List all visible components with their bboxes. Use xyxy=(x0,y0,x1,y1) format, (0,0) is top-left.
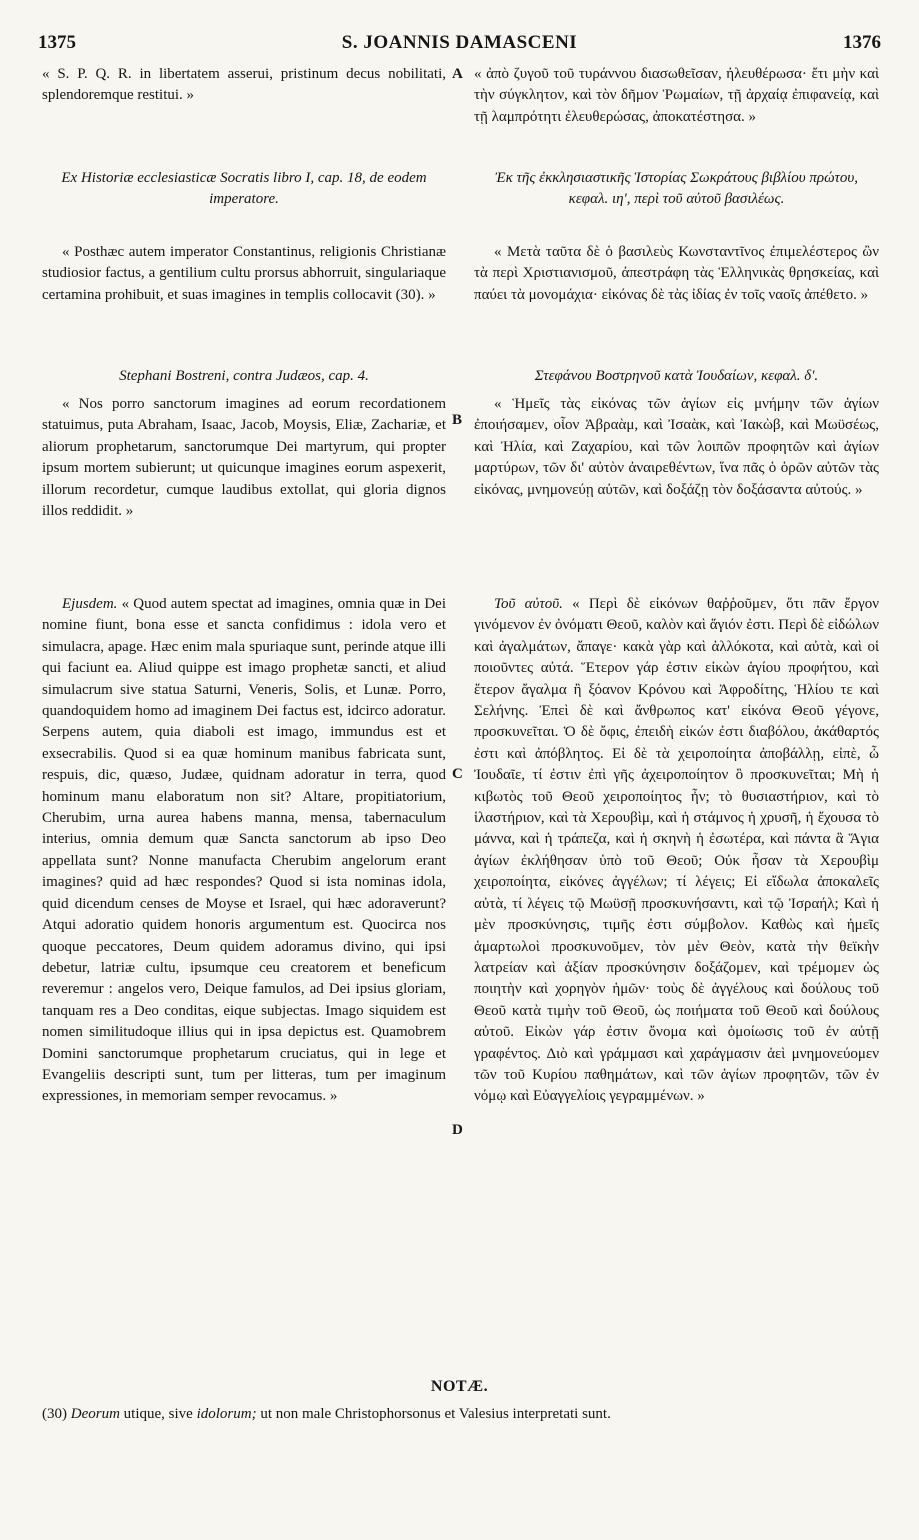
running-title: S. JOANNIS DAMASCENI xyxy=(341,32,578,53)
footnote-text-1: utique, sive xyxy=(123,1406,193,1422)
latin-ejusdem-lead: Ejusdem. xyxy=(62,596,118,612)
greek-paragraph-4 xyxy=(474,594,879,1108)
margin-letter-c: C xyxy=(452,766,463,782)
greek-tou-autou-lead: Τοῦ αὐτοῦ. xyxy=(494,596,563,612)
latin-paragraph-2: « Posthæc autem imperator Constantinus, religionis Christianæ studiosior factus, a gentilium cultu prorsus abhorruit, singulariaque certamina prohibuit, et suas imagines in templis collocavit (30). » xyxy=(42,244,446,303)
latin-paragraph-3: « Nos porro sanctorum imagines ad eorum recordationem statuimus, puta Abraham, Isaac, Jacob, Moysis, Eliæ, Zachariæ, et aliorum prophetarum, sanctorumque Dei martyrum, qui propter ipsum mortem subierunt; ut quicunque imagines eorum aspexerit, illorum recordetur, cumque laudibus extollat, qui gloria dignos illos reddidit. » xyxy=(42,396,446,520)
latin-paragraph-1: « S. P. Q. R. in libertatem asserui, pristinum decus nobilitati, splendoremque restitui. » xyxy=(42,66,446,104)
footnote-italic-1: Deorum xyxy=(70,1406,120,1422)
page-number-right: 1376 xyxy=(843,32,881,53)
greek-heading-stephani: Στεφάνου Βοστρηνοῦ κατὰ Ἰουδαίων, κεφαλ. δ'. xyxy=(534,368,819,384)
page-header xyxy=(38,32,881,60)
greek-column xyxy=(474,64,879,1108)
footnote-italic-2: idolorum; xyxy=(196,1406,257,1422)
greek-paragraph-3: « Ἡμεῖς τὰς εἰκόνας τῶν ἁγίων εἰς μνήμην τῶν ἁγίων ἐποιήσαμεν, οἷον Ἀβραὰμ, καὶ Ἰσαὰκ, καὶ Ἰακὼβ, καὶ Μωϋσέως, καὶ Ἠλία, καὶ Ζαχαρίου, καὶ τῶν λοιπῶν προφητῶν καὶ ἁγίων μαρτύρων, τῶν δι' αὐτὸν ἀναιρεθέντων, ἵνα πᾶς ὁ ὁρῶν αὐτῶν τὰς εἰκόνας, μνημονεύῃ αὐτῶν, καὶ δοξάζῃ τὸν δοξάσαντα αὐτούς. » xyxy=(474,396,879,498)
latin-heading-socrates: Ex Historiæ ecclesiasticæ Socratis libro I, cap. 18, de eodem imperatore. xyxy=(61,170,427,208)
latin-column xyxy=(42,64,446,1108)
margin-letter-b: B xyxy=(452,412,463,428)
latin-paragraph-4 xyxy=(42,594,446,1108)
footnote-number: (30) xyxy=(42,1406,67,1422)
greek-heading-socrates: Ἐκ τῆς ἐκκλησιαστικῆς Ἱστορίας Σωκράτους βιβλίου πρώτου, κεφαλ. ιη', περὶ τοῦ αὐτοῦ βασιλέως. xyxy=(494,170,859,208)
page-number-left: 1375 xyxy=(38,32,76,53)
latin-paragraph-4-text: « Quod autem spectat ad imagines, omnia quæ in Dei nomine fiunt, bona esse et sancta confidimus : idola vero et simulacra, apage. Hæc enim mala spuriaque sunt, perinde atque illi qui faciunt ea. Aliud quippe est imago prophetæ sancti, et aliud simulacrum sive statua Saturni, Veneris, Solis, et Lunæ. Porro, quandoquidem homo ad imaginem Dei factus est, idcirco adoratur. Serpens autem, quia diaboli est imago, immundus est et exsecrabilis. Quod si ea quæ hominum manibus fabricata sunt, respuis, dic, quæso, Judæe, quidnam adoratur in terra, quod hominum manu elaboratum non sit? Altare, propitiatorium, Cherubim, urna aurea habens manna, mensa, tabernaculum interius, omnia demum quæ Sancta sanctorum ab ipso Deo appellata sunt? Nonne manufacta Cherubim angelorum erant imagines? quid ad hæc respondes? Quod si ista nominas idola, quid dicendum censes de Moyse et Israel, qui hæc adoraverunt? Atqui adoratio quidem honoris argumentum est. Quocirca nos quoque peccatores, Deum quidem adoramus divino, qui ipsi debetur, latriæ cultu, ipsumque ceu creatorem et beneficum reveremur : angelos vero, Deique famulos, ad Dei ipsius gloriam, tanquam res a Deo conditas, eique subjectas. Imago siquidem est nomen similitudoque illius qui in ipsa depictus est. Quamobrem Domini sanctorumque prophetarum cruciatus, qui in lege et Evangeliis descripti sunt, tum per litteras, tum per imaginum expressiones, in memoriam semper revocamus. » xyxy=(42,596,446,1105)
latin-heading-stephani: Stephani Bostreni, contra Judæos, cap. 4. xyxy=(119,368,369,384)
margin-letter-d: D xyxy=(452,1122,463,1138)
footnote-30 xyxy=(42,1404,878,1424)
greek-paragraph-2: « Μετὰ ταῦτα δὲ ὁ βασιλεὺς Κωνσταντῖνος ἐπιμελέστερος ὢν τὰ περὶ Χριστιανισμοῦ, ἀπεστράφη τὰς Ἑλληνικὰς θρησκείας, καὶ παύει τὰ μονομάχια· εἰκόνας δὲ τὰς ἰδίας ἐν τοῖς ναοῖς ἀπέθετο. » xyxy=(474,244,879,303)
margin-letter-a: A xyxy=(452,66,463,82)
footnote-text-2: ut non male Christophorsonus et Valesius interpretati sunt. xyxy=(260,1406,611,1422)
greek-paragraph-4-text: « Περὶ δὲ εἰκόνων θαῤῥοῦμεν, ὅτι πᾶν ἔργον γινόμενον ἐν ὀνόματι Θεοῦ, καλὸν καὶ ἅγιόν ἐστι. Περὶ δὲ εἰδώλων καὶ ἀγαλμάτων, ἄπαγε· κακὰ γὰρ καὶ ἀλλόκοτα, καὶ αὐτὰ, καὶ οἱ ποιοῦντες αὐτά. Ἕτερον γάρ ἐστιν εἰκὼν ἁγίου προφήτου, καὶ ἕτερον ἄγαλμα ἢ ξόανον Κρόνου καὶ Ἀφροδίτης, Ἡλίου τε καὶ Σελήνης. Ἐπεὶ δὲ καὶ ἄνθρωπος κατ' εἰκόνα Θεοῦ γέγονε, προσκυνεῖται. Ὁ δὲ ὄφις, ἐπειδὴ εἰκών ἐστι διαβόλου, ἀκάθαρτός ἐστι καὶ ἀπόβλητος. Εἰ δὲ τὰ χειροποίητα ἀποβάλλῃ, εἰπὲ, ὦ Ἰουδαῖε, τί ἐστιν ἐπὶ γῆς ἀχειροποίητον ὃ προσκυνεῖται; Μὴ ἡ κιβωτὸς τοῦ Θεοῦ χειροποίητος ἦν; τὸ θυσιαστήριον, καὶ τὸ ἱλαστήριον, καὶ τὰ Χερουβὶμ, καὶ ἡ στάμνος ἡ χρυσῆ, ἡ ἔχουσα τὸ μάννα, καὶ ἡ τράπεζα, καὶ ἡ σκηνὴ ἡ ἐσωτέρα, καὶ πάντα ἃ Ἅγια ἁγίων ἐκλήθησαν ὑπὸ τοῦ Θεοῦ; Οὐκ ἦσαν τὰ Χερουβὶμ χειροποίητα, εἰκόνες ἀγγέλων; τί λέγεις; Εἰ εἴδωλα ἀποκαλεῖς αὐτὰ, τί λέγεις τῷ Μωϋσῇ προσκυνήσαντι, καὶ τῷ Ἰσραήλ; Καὶ ἡ μὲν προσκύνησις, τιμῆς ἐστι σύμβολον. Καθὼς καὶ ἡμεῖς ἁμαρτωλοὶ προσκυνοῦμεν, τὸν μὲν Θεὸν, κατὰ τὴν θεϊκὴν λατρείαν καὶ ἀξίαν προσκύνησιν δοξάζομεν, καὶ τρέμομεν ὡς ποιητὴν καὶ χορηγὸν ἡμῶν· τοὺς δὲ ἀγγέλους καὶ δούλους τοῦ Θεοῦ κατὰ τιμὴν τοῦ Θεοῦ, ὡς ποιήματα τοῦ Θεοῦ καὶ δούλους αὐτοῦ. Εἰκὼν γάρ ἐστιν ὄνομα καὶ ὁμοίωσις τοῦ ἐν αὐτῇ γραφέντος. Διὸ καὶ γράμμασι καὶ χαράγμασιν ἀεὶ μνημονεύομεν τῶν τοῦ Κυρίου παθημάτων, καὶ τῶν ἁγίων προφητῶν, τῶν ἐν νόμῳ καὶ Εὐαγγελίοις γεγραμμένων. » xyxy=(474,596,879,1105)
notes-heading: NOTÆ. xyxy=(430,1378,489,1395)
greek-paragraph-1: « ἀπὸ ζυγοῦ τοῦ τυράννου διασωθεῖσαν, ἠλευθέρωσα· ἔτι μὴν καὶ τὴν σύγκλητον, καὶ τὸν δῆμον Ῥωμαίων, τῇ ἀρχαίᾳ ἐπιφανείᾳ, καὶ τῇ λαμπρότητι ἐλευθερώσας, ἀποκατέστησα. » xyxy=(474,66,879,125)
